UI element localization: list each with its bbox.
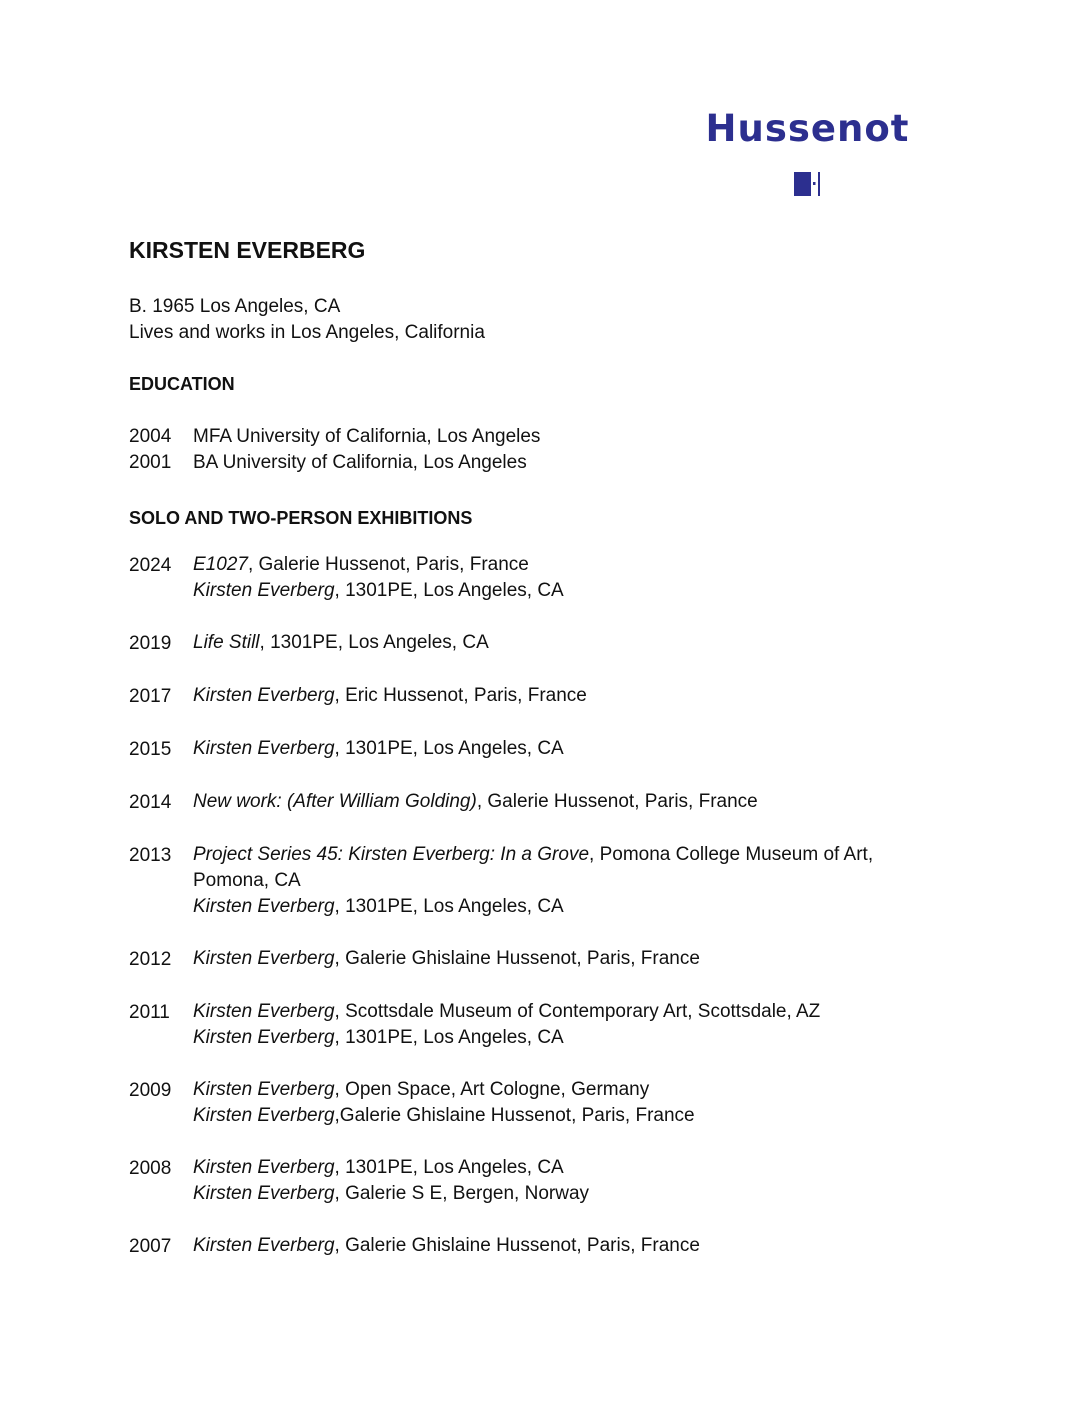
exhibition-entry — [193, 894, 913, 920]
exhibition-year-group — [129, 1233, 929, 1260]
exhibition-entries — [193, 1233, 929, 1260]
cv-content — [129, 236, 929, 1286]
exhibition-year: 2009 — [129, 1080, 172, 1101]
exhibition-venue: ,Galerie Ghislaine Hussenot, Paris, France — [334, 1105, 695, 1126]
education-item — [129, 450, 929, 476]
exhibition-entry — [193, 1025, 913, 1051]
exhibition-year: 2014 — [129, 792, 172, 813]
exhibition-entries — [193, 946, 929, 973]
exhibition-year: 2019 — [129, 633, 172, 654]
exhibition-year: 2024 — [129, 555, 172, 576]
gallery-logo — [700, 108, 915, 196]
exhibition-entries — [193, 1077, 929, 1129]
exhibition-title: Kirsten Everberg — [193, 738, 335, 759]
exhibition-year-group — [129, 736, 929, 763]
education-year: 2001 — [129, 452, 172, 473]
birth-info: B. 1965 Los Angeles, CA — [129, 296, 341, 317]
artist-bio — [129, 294, 929, 346]
exhibition-entry — [193, 578, 913, 604]
exhibition-entry — [193, 789, 913, 815]
exhibition-title: Life Still — [193, 632, 260, 653]
education-item — [129, 424, 929, 450]
exhibition-venue: , Galerie S E, Bergen, Norway — [334, 1183, 590, 1204]
exhibition-entry — [193, 999, 913, 1025]
exhibition-title: Kirsten Everberg — [193, 896, 335, 917]
exhibition-venue: , Galerie Hussenot, Paris, France — [247, 554, 529, 575]
exhibition-entry — [193, 1155, 913, 1181]
exhibition-year: 2015 — [129, 739, 172, 760]
education-list — [129, 424, 929, 476]
exhibition-entries — [193, 999, 929, 1051]
exhibition-year-group — [129, 789, 929, 816]
exhibition-year-group — [129, 1155, 929, 1207]
exhibition-year-group — [129, 999, 929, 1051]
exhibition-entries — [193, 736, 929, 763]
exhibition-year: 2011 — [129, 1002, 170, 1023]
exhibition-year-group — [129, 552, 929, 604]
exhibition-entries — [193, 789, 929, 816]
exhibition-venue: , Pomona College Museum of Art, Pomona, CA — [193, 844, 874, 891]
residence-info: Lives and works in Los Angeles, California — [129, 322, 485, 343]
exhibition-year: 2012 — [129, 949, 172, 970]
exhibition-venue: , 1301PE, Los Angeles, CA — [334, 580, 564, 601]
exhibition-year: 2008 — [129, 1158, 172, 1179]
education-year: 2004 — [129, 426, 172, 447]
exhibition-title: E1027 — [193, 554, 248, 575]
education-degree: BA University of California, Los Angeles — [193, 452, 527, 473]
exhibition-venue: , 1301PE, Los Angeles, CA — [334, 1157, 564, 1178]
exhibition-venue: , 1301PE, Los Angeles, CA — [259, 632, 489, 653]
education-heading: EDUCATION — [129, 374, 235, 394]
exhibition-title: New work: (After William Golding) — [193, 791, 477, 812]
exhibition-title: Kirsten Everberg — [193, 685, 335, 706]
exhibitions-list — [129, 552, 929, 1260]
exhibition-year: 2013 — [129, 845, 172, 866]
exhibition-title: Kirsten Everberg — [193, 1079, 335, 1100]
exhibition-entry — [193, 1233, 913, 1259]
exhibition-venue: , Galerie Hussenot, Paris, France — [476, 791, 758, 812]
exhibition-venue: , Galerie Ghislaine Hussenot, Paris, France — [334, 1235, 700, 1256]
exhibition-title: Kirsten Everberg — [193, 948, 335, 969]
exhibition-entry — [193, 1181, 913, 1207]
exhibition-entry — [193, 842, 913, 894]
exhibition-title: Kirsten Everberg — [193, 1105, 335, 1126]
exhibition-entries — [193, 1155, 929, 1207]
exhibition-venue: , Open Space, Art Cologne, Germany — [334, 1079, 650, 1100]
exhibition-venue: , Galerie Ghislaine Hussenot, Paris, France — [334, 948, 700, 969]
exhibition-title: Kirsten Everberg — [193, 1001, 335, 1022]
exhibition-entry — [193, 1077, 913, 1103]
exhibition-year-group — [129, 1077, 929, 1129]
exhibition-venue: , Scottsdale Museum of Contemporary Art, Scottsdale, AZ — [334, 1001, 821, 1022]
exhibition-title: Kirsten Everberg — [193, 1235, 335, 1256]
exhibition-venue: , 1301PE, Los Angeles, CA — [334, 1027, 564, 1048]
exhibition-entries — [193, 630, 929, 657]
exhibition-venue: , Eric Hussenot, Paris, France — [334, 685, 587, 706]
exhibition-entry — [193, 683, 913, 709]
exhibition-entry — [193, 946, 913, 972]
exhibition-entry — [193, 630, 913, 656]
exhibition-title: Project Series 45: Kirsten Everberg: In a Grove — [193, 844, 590, 865]
exhibition-year-group — [129, 842, 929, 920]
exhibition-year: 2007 — [129, 1236, 172, 1257]
exhibition-year: 2017 — [129, 686, 172, 707]
door-logo-icon — [794, 172, 822, 196]
exhibition-title: Kirsten Everberg — [193, 1183, 335, 1204]
exhibition-year-group — [129, 683, 929, 710]
exhibition-entry — [193, 552, 913, 578]
exhibition-title: Kirsten Everberg — [193, 1157, 335, 1178]
exhibitions-heading: SOLO AND TWO-PERSON EXHIBITIONS — [129, 508, 473, 528]
artist-name: KIRSTEN EVERBERG — [129, 237, 366, 263]
exhibition-year-group — [129, 946, 929, 973]
logo-wordmark: Hussenot — [705, 107, 910, 150]
exhibition-entries — [193, 552, 929, 604]
exhibition-entry — [193, 1103, 913, 1129]
exhibition-title: Kirsten Everberg — [193, 1027, 335, 1048]
exhibition-entry — [193, 736, 913, 762]
exhibition-title: Kirsten Everberg — [193, 580, 335, 601]
exhibition-entries — [193, 842, 929, 920]
education-degree: MFA University of California, Los Angeles — [193, 426, 541, 447]
exhibition-venue: , 1301PE, Los Angeles, CA — [334, 896, 564, 917]
exhibition-entries — [193, 683, 929, 710]
exhibition-year-group — [129, 630, 929, 657]
exhibition-venue: , 1301PE, Los Angeles, CA — [334, 738, 564, 759]
